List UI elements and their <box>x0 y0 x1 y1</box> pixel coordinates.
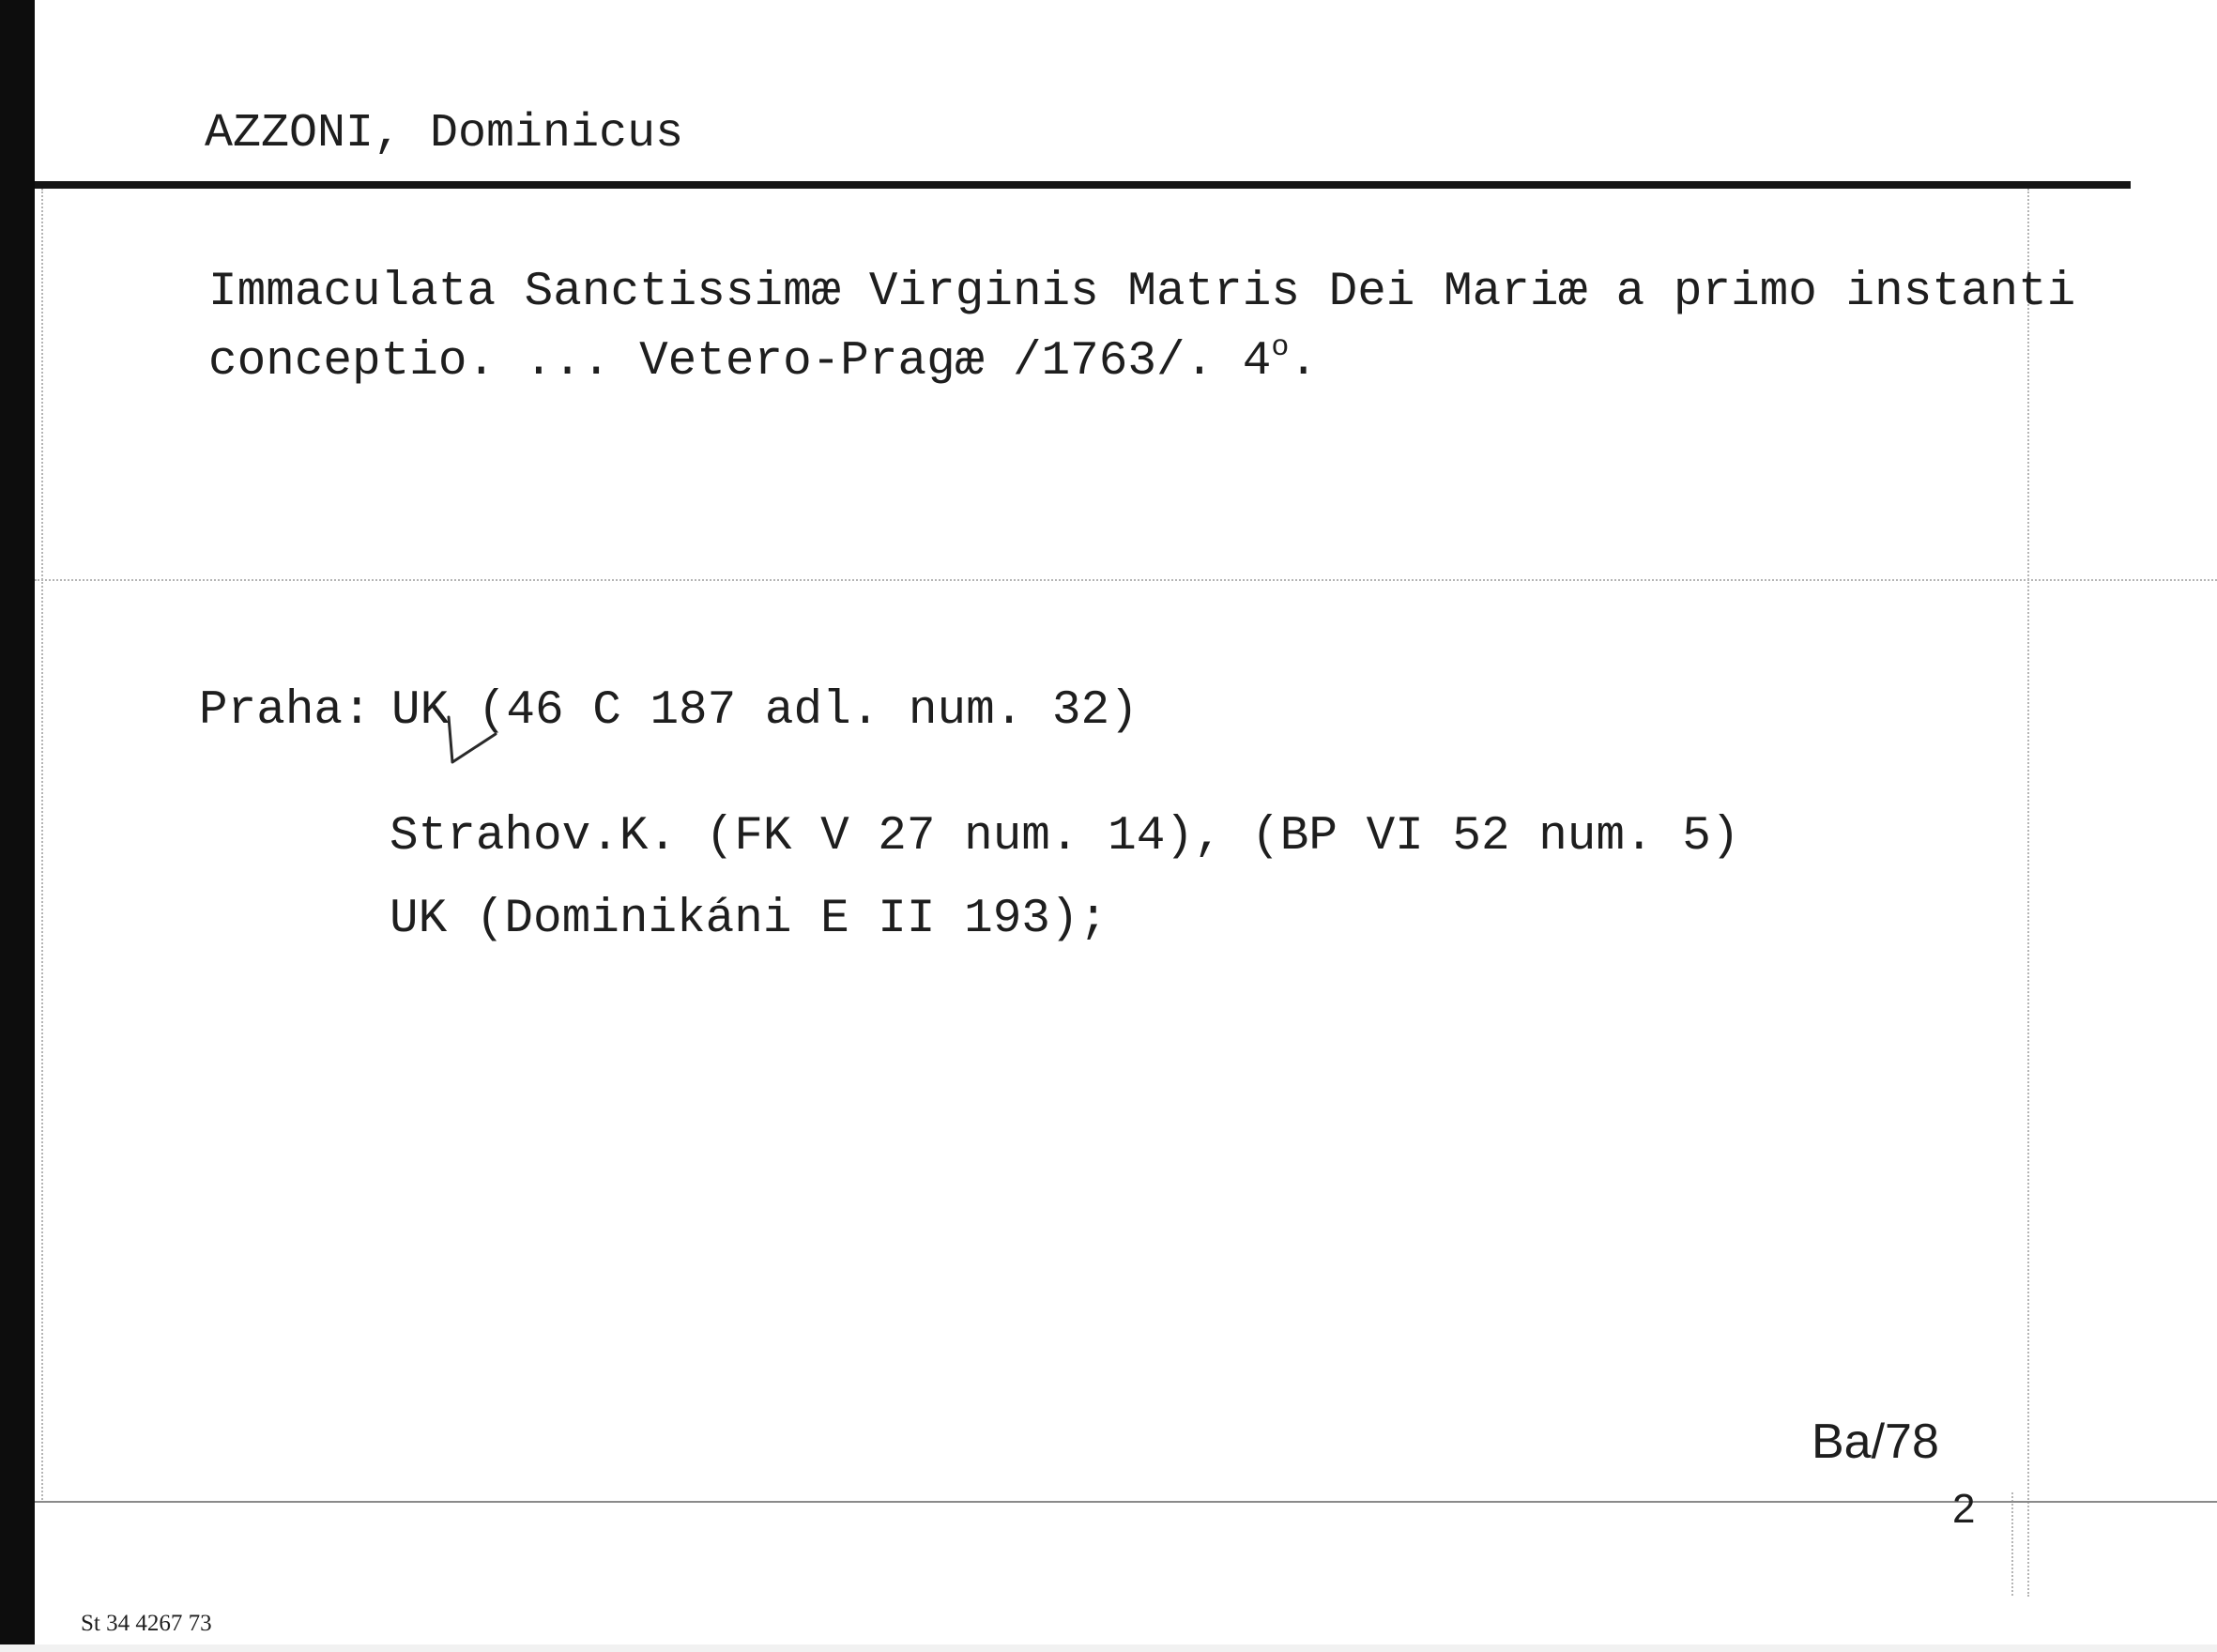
dotted-guide-left <box>41 189 43 1503</box>
print-footer: St 34 4267 73 <box>81 1611 212 1636</box>
holdings-label: Praha: <box>199 684 372 738</box>
title-line-2 <box>208 331 1318 389</box>
card-number: 2 <box>1952 1486 1976 1532</box>
title-line-2-end: . <box>1289 335 1318 389</box>
holding-line-2: Strahov.K. (FK V 27 num. 14), (BP VI 52 num. 5) <box>390 810 1740 864</box>
dotted-guide-right <box>2027 189 2029 1597</box>
holding-line-3: UK (Dominikáni E II 193); <box>390 893 1108 946</box>
card-left-edge <box>0 0 35 1652</box>
bottom-guide-line <box>35 1501 2217 1503</box>
heading-rule <box>35 181 2131 189</box>
author-heading: AZZONI, Dominicus <box>205 107 684 161</box>
handwritten-check-mark <box>441 713 507 770</box>
card-bottom-edge <box>0 1644 2217 1652</box>
cataloger-code: Ba/78 <box>1812 1415 1939 1469</box>
format-degree: o <box>1271 331 1290 365</box>
holding-line-1: UK (46 C 187 adl. num. 32) <box>391 684 1139 738</box>
title-line-1: Immaculata Sanctissimæ Virginis Matris Dei Mariæ a primo instanti <box>208 266 2076 319</box>
title-line-2-text: conceptio. ... Vetero-Pragæ /1763/. 4 <box>208 335 1272 389</box>
dotted-guide-horizontal <box>35 579 2217 581</box>
dotted-guide-right-inner <box>2011 1492 2013 1596</box>
